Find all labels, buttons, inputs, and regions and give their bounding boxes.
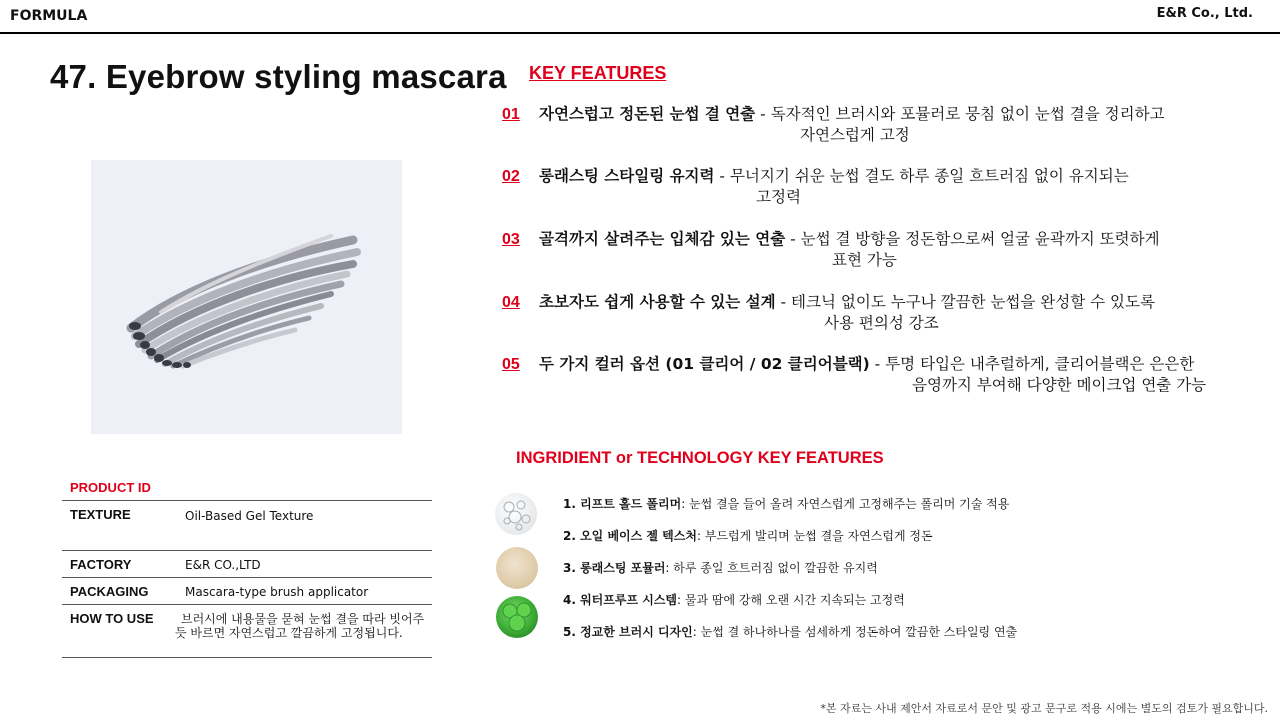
how-to-use-value-line1: 브러시에 내용물을 묻혀 눈썹 결을 따라 빗어주: [181, 612, 425, 626]
feature-number: 05: [502, 356, 520, 373]
bubbles-icon: [495, 493, 537, 535]
spec-divider: [62, 604, 432, 605]
product-id-label: PRODUCT ID: [70, 480, 151, 495]
feature-heading: 자연스럽고 정돈된 눈썹 결 연출: [539, 105, 756, 123]
ingredient-item-1: 1. 리프트 홀드 폴리머: 눈썹 결을 들어 올려 자연스럽게 고정해주는 폴리머 기술 적용: [563, 497, 1010, 511]
ingredient-item-3: 3. 롱래스팅 포뮬러: 하루 종일 흐트러짐 없이 깔끔한 유지력: [563, 561, 878, 575]
header-divider: [0, 32, 1280, 34]
how-to-use-label: HOW TO USE: [70, 611, 154, 626]
header-label: FORMULA: [10, 8, 88, 24]
ingredient-title: INGRIDIENT or TECHNOLOGY KEY FEATURES: [516, 449, 884, 467]
packaging-label: PACKAGING: [70, 584, 149, 599]
company-name: E&R Co., Ltd.: [1156, 6, 1253, 21]
ingredient-item-2: 2. 오일 베이스 젤 텍스처: 부드럽게 발리며 눈썹 결을 자연스럽게 정돈: [563, 529, 933, 543]
feature-text: - 테크닉 없이도 누구나 깔끔한 눈썹을 완성할 수 있도록: [775, 293, 1155, 311]
spec-divider: [62, 550, 432, 551]
feature-text: - 무너지기 쉬운 눈썹 결도 하루 종일 흐트러짐 없이 유지되는: [714, 167, 1129, 185]
green-leaf-icon: [496, 596, 538, 638]
feature-text-line2: 고정력: [756, 188, 801, 206]
feature-heading: 초보자도 쉽게 사용할 수 있는 설계: [539, 293, 776, 311]
feature-number: 03: [502, 231, 520, 248]
texture-label: TEXTURE: [70, 507, 131, 522]
ingredient-item-4: 4. 워터프루프 시스템: 물과 땀에 강해 오랜 시간 지속되는 고정력: [563, 593, 905, 607]
factory-label: FACTORY: [70, 557, 132, 572]
feature-text: - 독자적인 브러시와 포뮬러로 뭉침 없이 눈썹 결을 정리하고: [755, 105, 1165, 123]
ingredient-item-5: 5. 정교한 브러시 디자인: 눈썹 결 하나하나를 섬세하게 정돈하여 깔끔한 스타일링 연출: [563, 625, 1018, 639]
feature-text-line2: 표현 가능: [832, 251, 897, 269]
factory-value: E&R CO.,LTD: [185, 558, 261, 572]
feature-heading: 롱래스팅 스타일링 유지력: [539, 167, 715, 185]
feature-text-line2: 음영까지 부여해 다양한 메이크업 연출 가능: [912, 376, 1207, 394]
feature-number: 01: [502, 106, 520, 123]
feature-text-line2: 사용 편의성 강조: [824, 314, 939, 332]
spec-divider: [62, 500, 432, 501]
feature-heading: 골격까지 살려주는 입체감 있는 연출: [539, 230, 786, 248]
feature-number: 04: [502, 294, 520, 311]
packaging-value: Mascara-type brush applicator: [185, 585, 369, 599]
feature-heading: 두 가지 컬러 옵션 (01 클리어 / 02 클리어블랙): [539, 355, 870, 373]
feature-text-line2: 자연스럽게 고정: [800, 126, 910, 144]
feature-number: 02: [502, 168, 520, 185]
product-swatch-image: [91, 160, 402, 434]
feature-text: - 눈썹 결 방향을 정돈함으로써 얼굴 윤곽까지 또렷하게: [785, 230, 1160, 248]
key-features-title: KEY FEATURES: [529, 63, 667, 83]
spec-divider: [62, 577, 432, 578]
page-title: 47. Eyebrow styling mascara: [50, 58, 507, 95]
spec-divider: [62, 657, 432, 658]
feature-text: - 투명 타입은 내추럴하게, 클리어블랙은 은은한: [869, 355, 1195, 373]
texture-value: Oil-Based Gel Texture: [185, 509, 314, 523]
footnote: *본 자료는 사내 제안서 자료로서 문안 및 광고 문구로 적용 시에는 별도의 검토가 필요합니다.: [820, 702, 1268, 715]
how-to-use-value-line2: 듯 바르면 자연스럽고 깔끔하게 고정됩니다.: [175, 626, 403, 640]
mascara-swatch-graphic: [91, 160, 402, 434]
powder-icon: [496, 547, 538, 589]
